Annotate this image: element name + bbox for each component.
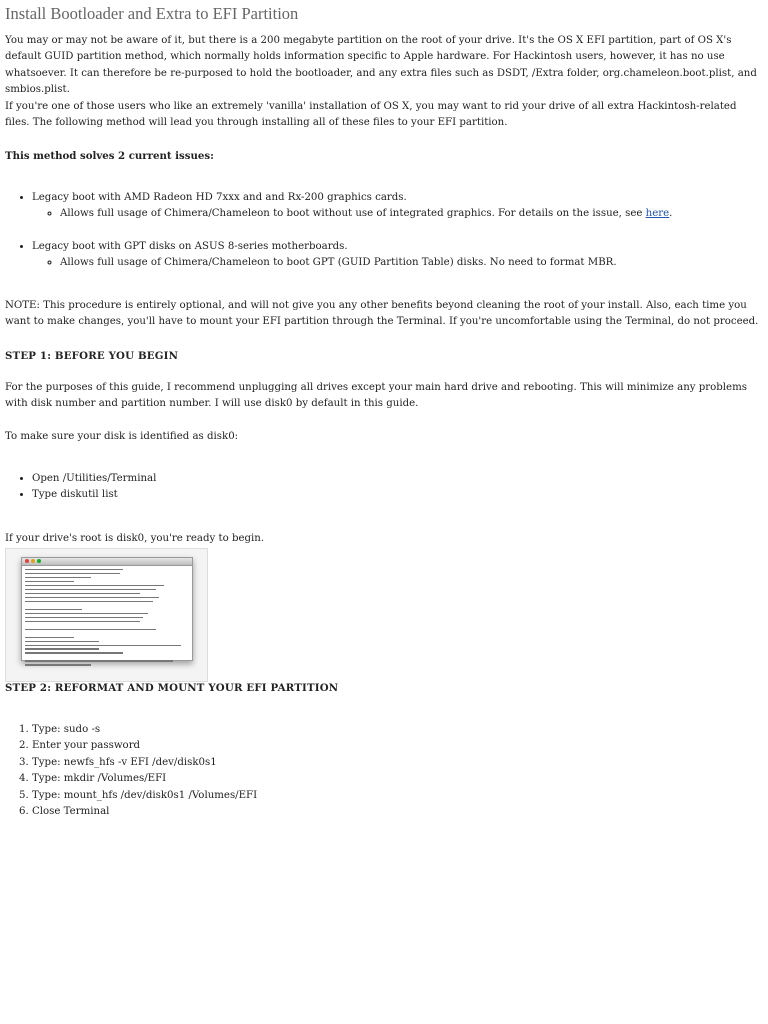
step1-paragraph-2: To make sure your disk is identified as disk0: bbox=[5, 431, 239, 442]
terminal-line bbox=[25, 660, 189, 663]
terminal-line bbox=[25, 569, 189, 572]
step1-paragraph-1: For the purposes of this guide, I recommend unplugging all drives except your main hard drive and rebooting. This will minimize any problems with disk number and partition number. I will use disk0 by default in this guide. bbox=[5, 382, 747, 410]
terminal-line-ink bbox=[25, 617, 143, 619]
terminal-line bbox=[25, 597, 189, 600]
close-dot-icon bbox=[25, 559, 29, 563]
terminal-line bbox=[25, 656, 189, 659]
terminal-line bbox=[25, 625, 189, 628]
terminal-line bbox=[25, 648, 189, 651]
terminal-text-lines bbox=[22, 566, 192, 670]
terminal-line-ink bbox=[25, 581, 74, 583]
terminal-line-ink bbox=[25, 577, 91, 579]
terminal-line bbox=[25, 577, 189, 580]
terminal-line bbox=[25, 601, 189, 604]
list-item bbox=[32, 190, 762, 223]
list-item bbox=[60, 206, 762, 222]
terminal-line-ink bbox=[25, 609, 82, 611]
terminal-line bbox=[25, 664, 189, 667]
terminal-line bbox=[25, 652, 189, 655]
list-item: • Type diskutil list bbox=[32, 487, 762, 503]
step1-paragraph-3: If your drive's root is disk0, you're ready to begin. bbox=[5, 533, 265, 544]
terminal-line bbox=[25, 645, 189, 648]
list-item bbox=[60, 255, 762, 271]
list-item: 4. Type: mkdir /Volumes/EFI bbox=[32, 771, 762, 787]
issues-list bbox=[5, 190, 762, 223]
terminal-line bbox=[25, 593, 189, 596]
terminal-line-ink bbox=[25, 585, 164, 587]
terminal-line bbox=[25, 617, 189, 620]
terminal-line-ink bbox=[25, 569, 123, 571]
minimize-dot-icon bbox=[31, 559, 35, 563]
issue-detail: Allows full usage of Chimera/Chameleon to boot GPT (GUID Partition Table) disks. No need to format MBR. bbox=[60, 257, 617, 269]
terminal-line-ink bbox=[25, 593, 140, 595]
terminal-window-image bbox=[21, 557, 193, 661]
note-paragraph: NOTE: This procedure is entirely optional, and will not give you any other benefits beyond cleaning the root of your install. Also, each time you want to make changes, you'll have to mount your EFI partition through the Terminal. If you're uncomfortable using the Terminal, do not proceed. bbox=[5, 300, 759, 328]
terminal-line bbox=[25, 573, 189, 576]
terminal-line bbox=[25, 621, 189, 624]
terminal-line bbox=[25, 629, 189, 632]
terminal-line bbox=[25, 641, 189, 644]
list-item: 5. Type: mount_hfs /dev/disk0s1 /Volumes/EFI bbox=[32, 788, 762, 804]
terminal-line-ink bbox=[25, 637, 74, 639]
issue-detail: Allows full usage of Chimera/Chameleon to boot without use of integrated graphics. For details on the issue, see bbox=[60, 208, 646, 220]
terminal-line bbox=[25, 581, 189, 584]
terminal-line bbox=[25, 609, 189, 612]
terminal-line-ink bbox=[25, 641, 99, 643]
terminal-line-ink bbox=[25, 645, 181, 647]
terminal-line-ink bbox=[25, 573, 120, 575]
issues-intro: This method solves 2 current issues: bbox=[5, 150, 214, 162]
intro-paragraph-2: If you're one of those users who like an extremely 'vanilla' installation of OS X, you may want to rid your drive of all extra Hackintosh-related files. The following method will lead you through installing all of these files to your EFI partition. bbox=[5, 101, 737, 129]
terminal-line bbox=[25, 585, 189, 588]
terminal-line bbox=[25, 633, 189, 636]
step1-heading: STEP 1: BEFORE YOU BEGIN bbox=[5, 350, 179, 362]
terminal-line-ink bbox=[25, 613, 148, 615]
terminal-line-ink bbox=[25, 601, 153, 603]
terminal-line-ink bbox=[25, 648, 99, 650]
terminal-line bbox=[25, 637, 189, 640]
terminal-line-ink bbox=[25, 597, 159, 599]
page-title: Install Bootloader and Extra to EFI Partition bbox=[5, 4, 299, 23]
terminal-line-ink bbox=[25, 660, 173, 662]
issue-sublist bbox=[32, 206, 762, 222]
here-link[interactable]: here bbox=[645, 208, 670, 220]
intro-paragraph-1: You may or may not be aware of it, but there is a 200 megabyte partition on the root of your drive. It's the OS X EFI partition, part of OS X's default GUID partition method, which normally holds information specific to Apple hardware. For Hackintosh users, however, it has no use whatsoever. It can therefore be re-purposed to hold the bootloader, and any extra files such as DSDT, /Extra folder, org.chameleon.boot.plist, and smbios.plist. bbox=[5, 35, 757, 96]
step1-list bbox=[5, 471, 762, 504]
terminal-screenshot[interactable] bbox=[5, 548, 208, 682]
terminal-line-ink bbox=[25, 589, 156, 591]
terminal-line-ink bbox=[25, 621, 140, 623]
zoom-dot-icon bbox=[37, 559, 41, 563]
step2-list bbox=[5, 722, 762, 820]
terminal-line-ink bbox=[25, 629, 156, 631]
list-item bbox=[32, 239, 762, 272]
list-item: 1. Type: sudo -s bbox=[32, 722, 762, 738]
issue-label: Legacy boot with GPT disks on ASUS 8-series motherboards. bbox=[32, 241, 348, 252]
terminal-line-ink bbox=[25, 664, 91, 666]
terminal-titlebar bbox=[22, 558, 192, 566]
list-item: 3. Type: newfs_hfs -v EFI /dev/disk0s1 bbox=[32, 755, 762, 771]
issue-sublist bbox=[32, 255, 762, 271]
list-item: • Open /Utilities/Terminal bbox=[32, 471, 762, 487]
terminal-line bbox=[25, 589, 189, 592]
terminal-line-ink bbox=[25, 652, 123, 654]
terminal-line bbox=[25, 605, 189, 608]
issues-list-2 bbox=[5, 239, 762, 272]
step2-heading: STEP 2: REFORMAT AND MOUNT YOUR EFI PARTITION bbox=[5, 682, 339, 694]
issue-detail-end: . bbox=[669, 208, 673, 220]
issue-label: Legacy boot with AMD Radeon HD 7xxx and and Rx-200 graphics cards. bbox=[32, 192, 407, 203]
list-item: 2. Enter your password bbox=[32, 738, 762, 754]
list-item: 6. Close Terminal bbox=[32, 804, 762, 820]
terminal-line bbox=[25, 613, 189, 616]
